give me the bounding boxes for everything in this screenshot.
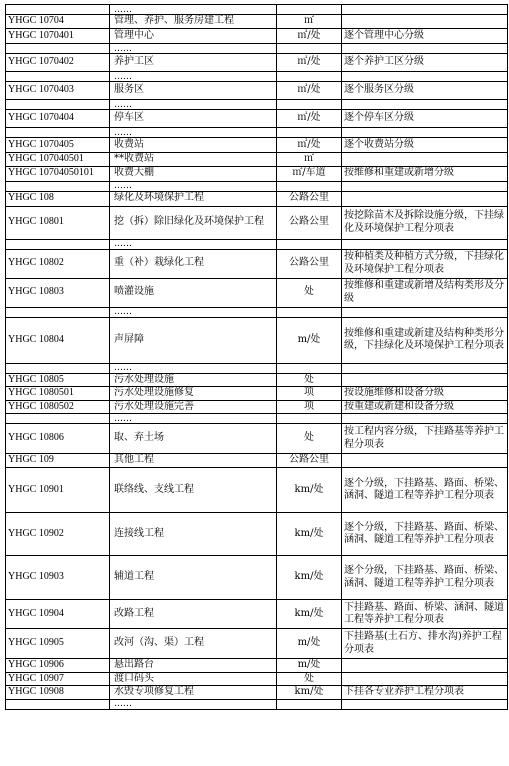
description-cell: 逐个分级，下挂路基、路面、桥梁、涵洞、隧道工程等养护工程分项表 <box>342 556 508 600</box>
unit-cell: ㎡/车道 <box>277 166 342 181</box>
name-cell: 污水处理设施完善 <box>110 400 277 414</box>
name-cell: 渡口码头 <box>110 672 277 686</box>
description-cell <box>342 239 508 249</box>
name-cell: …… <box>110 181 277 191</box>
unit-cell: 项 <box>277 400 342 414</box>
table-row <box>6 686 508 700</box>
code-cell: YHGC 10905 <box>6 629 110 659</box>
unit-cell: km/处 <box>277 600 342 629</box>
table-row <box>6 629 508 659</box>
name-cell: 管理、养护、服务房建工程 <box>110 15 277 29</box>
unit-cell <box>277 5 342 15</box>
description-cell <box>342 373 508 387</box>
unit-cell: 公路公里 <box>277 454 342 468</box>
name-cell: 声屏障 <box>110 317 277 363</box>
unit-cell: ㎡ <box>277 15 342 29</box>
table-row <box>6 600 508 629</box>
unit-cell <box>277 72 342 82</box>
table-row <box>6 82 508 100</box>
description-cell: 下挂路基(土石方、排水沟)养护工程分项表 <box>342 629 508 659</box>
table-row <box>6 138 508 153</box>
code-cell: YHGC 10907 <box>6 672 110 686</box>
table-row <box>6 400 508 414</box>
description-cell: 下挂各专业养护工程分项表 <box>342 686 508 700</box>
name-cell: …… <box>110 100 277 110</box>
ellipsis-row <box>6 699 508 709</box>
unit-cell: ㎡/处 <box>277 29 342 44</box>
code-cell <box>6 239 110 249</box>
table-row <box>6 454 508 468</box>
unit-cell: 公路公里 <box>277 206 342 239</box>
description-cell: 逐个收费站分级 <box>342 138 508 153</box>
code-cell: YHGC 10906 <box>6 659 110 673</box>
code-cell: YHGC 107040501 <box>6 153 110 167</box>
table-row <box>6 15 508 29</box>
unit-cell: m/处 <box>277 659 342 673</box>
name-cell: 水毁专项修复工程 <box>110 686 277 700</box>
code-cell: YHGC 1070402 <box>6 54 110 72</box>
unit-cell <box>277 239 342 249</box>
code-cell: YHGC 10801 <box>6 206 110 239</box>
name-cell: …… <box>110 44 277 54</box>
unit-cell: ㎡/处 <box>277 82 342 100</box>
description-cell: 下挂路基、路面、桥梁、涵洞、隧道工程等养护工程分项表 <box>342 600 508 629</box>
unit-cell: ㎡/处 <box>277 138 342 153</box>
table-row <box>6 317 508 363</box>
description-cell <box>342 128 508 138</box>
table-row <box>6 387 508 401</box>
unit-cell: m/处 <box>277 629 342 659</box>
description-cell: 按设施维修和设备分级 <box>342 387 508 401</box>
unit-cell: ㎡/处 <box>277 110 342 128</box>
ellipsis-row <box>6 100 508 110</box>
code-cell <box>6 363 110 373</box>
code-cell: YHGC 10904 <box>6 600 110 629</box>
name-cell: …… <box>110 699 277 709</box>
table-row <box>6 659 508 673</box>
table-row <box>6 513 508 556</box>
table-row <box>6 54 508 72</box>
description-cell <box>342 15 508 29</box>
name-cell: 重（补）栽绿化工程 <box>110 249 277 278</box>
description-cell <box>342 672 508 686</box>
code-cell <box>6 100 110 110</box>
name-cell: 污水处理设施修复 <box>110 387 277 401</box>
name-cell: 悬出路台 <box>110 659 277 673</box>
code-cell <box>6 72 110 82</box>
description-cell: 按维修和重建或新建及结构种类形分级，下挂绿化及环境保护工程分项表 <box>342 317 508 363</box>
name-cell: 联络线、支线工程 <box>110 468 277 513</box>
code-cell: YHGC 10802 <box>6 249 110 278</box>
description-cell <box>342 454 508 468</box>
name-cell: 服务区 <box>110 82 277 100</box>
code-cell: YHGC 1070405 <box>6 138 110 153</box>
description-cell <box>342 307 508 317</box>
maintenance-code-table <box>5 4 508 710</box>
description-cell <box>342 659 508 673</box>
ellipsis-row <box>6 5 508 15</box>
table-row <box>6 468 508 513</box>
description-cell <box>342 699 508 709</box>
code-cell <box>6 181 110 191</box>
code-cell <box>6 5 110 15</box>
name-cell: 收费站 <box>110 138 277 153</box>
table-body <box>6 5 508 710</box>
unit-cell: 处 <box>277 672 342 686</box>
name-cell: 污水处理设施 <box>110 373 277 387</box>
name-cell: 养护工区 <box>110 54 277 72</box>
table-row <box>6 110 508 128</box>
name-cell: …… <box>110 128 277 138</box>
name-cell: 停车区 <box>110 110 277 128</box>
code-cell: YHGC 10806 <box>6 424 110 454</box>
code-cell: YHGC 10901 <box>6 468 110 513</box>
description-cell <box>342 100 508 110</box>
code-cell: YHGC 1070401 <box>6 29 110 44</box>
name-cell: …… <box>110 72 277 82</box>
description-cell <box>342 181 508 191</box>
code-cell: YHGC 10908 <box>6 686 110 700</box>
description-cell <box>342 72 508 82</box>
code-cell <box>6 44 110 54</box>
description-cell <box>342 44 508 54</box>
code-cell: YHGC 109 <box>6 454 110 468</box>
unit-cell: 公路公里 <box>277 249 342 278</box>
code-cell: YHGC 10902 <box>6 513 110 556</box>
table-row <box>6 424 508 454</box>
ellipsis-row <box>6 44 508 54</box>
description-cell <box>342 363 508 373</box>
table-row <box>6 29 508 44</box>
table-row <box>6 153 508 167</box>
code-cell: YHGC 1080502 <box>6 400 110 414</box>
description-cell: 按维修和重建或新增分级 <box>342 166 508 181</box>
description-cell <box>342 5 508 15</box>
unit-cell <box>277 44 342 54</box>
name-cell: 喷灌设施 <box>110 278 277 307</box>
code-cell: YHGC 10704050101 <box>6 166 110 181</box>
ellipsis-row <box>6 128 508 138</box>
name-cell: …… <box>110 239 277 249</box>
code-cell: YHGC 1080501 <box>6 387 110 401</box>
name-cell: 其他工程 <box>110 454 277 468</box>
description-cell <box>342 414 508 424</box>
code-cell: YHGC 10903 <box>6 556 110 600</box>
maintenance-code-table-container <box>5 4 507 710</box>
code-cell: YHGC 10704 <box>6 15 110 29</box>
unit-cell <box>277 181 342 191</box>
name-cell: **收费站 <box>110 153 277 167</box>
name-cell: 改路工程 <box>110 600 277 629</box>
description-cell: 逐个停车区分级 <box>342 110 508 128</box>
unit-cell <box>277 363 342 373</box>
ellipsis-row <box>6 72 508 82</box>
code-cell <box>6 307 110 317</box>
name-cell: 管理中心 <box>110 29 277 44</box>
table-row <box>6 249 508 278</box>
code-cell <box>6 414 110 424</box>
name-cell: 连接线工程 <box>110 513 277 556</box>
code-cell <box>6 128 110 138</box>
unit-cell <box>277 307 342 317</box>
name-cell: 收费大棚 <box>110 166 277 181</box>
code-cell: YHGC 10804 <box>6 317 110 363</box>
ellipsis-row <box>6 181 508 191</box>
description-cell <box>342 153 508 167</box>
ellipsis-row <box>6 239 508 249</box>
ellipsis-row <box>6 414 508 424</box>
description-cell: 逐个分级，下挂路基、路面、桥梁、涵洞、隧道工程等养护工程分项表 <box>342 468 508 513</box>
unit-cell: m/处 <box>277 317 342 363</box>
unit-cell <box>277 699 342 709</box>
name-cell: 挖（拆）除旧绿化及环境保护工程 <box>110 206 277 239</box>
unit-cell: ㎡ <box>277 153 342 167</box>
code-cell: YHGC 1070404 <box>6 110 110 128</box>
code-cell: YHGC 10805 <box>6 373 110 387</box>
description-cell: 逐个养护工区分级 <box>342 54 508 72</box>
unit-cell <box>277 128 342 138</box>
table-row <box>6 373 508 387</box>
description-cell: 逐个服务区分级 <box>342 82 508 100</box>
unit-cell <box>277 100 342 110</box>
description-cell: 逐个分级，下挂路基、路面、桥梁、涵洞、隧道工程等养护工程分项表 <box>342 513 508 556</box>
name-cell: …… <box>110 414 277 424</box>
ellipsis-row <box>6 307 508 317</box>
name-cell: …… <box>110 5 277 15</box>
description-cell: 按工程内容分级，下挂路基等养护工程分项表 <box>342 424 508 454</box>
unit-cell: ㎡/处 <box>277 54 342 72</box>
unit-cell: 处 <box>277 278 342 307</box>
unit-cell: 公路公里 <box>277 191 342 206</box>
description-cell: 按重建或新建和设备分级 <box>342 400 508 414</box>
description-cell: 按维修和重建或新增及结构类形及分级 <box>342 278 508 307</box>
unit-cell: 项 <box>277 387 342 401</box>
unit-cell: km/处 <box>277 513 342 556</box>
name-cell: 辅道工程 <box>110 556 277 600</box>
unit-cell: 处 <box>277 373 342 387</box>
unit-cell: 处 <box>277 424 342 454</box>
code-cell: YHGC 108 <box>6 191 110 206</box>
description-cell: 按挖除苗木及拆除设施分级，下挂绿化及环境保护工程分项表 <box>342 206 508 239</box>
code-cell: YHGC 10803 <box>6 278 110 307</box>
description-cell: 按种植类及种植方式分级，下挂绿化及环境保护工程分项表 <box>342 249 508 278</box>
table-row <box>6 191 508 206</box>
name-cell: 取、弃土场 <box>110 424 277 454</box>
table-row <box>6 166 508 181</box>
unit-cell: km/处 <box>277 686 342 700</box>
code-cell <box>6 699 110 709</box>
table-row <box>6 278 508 307</box>
name-cell: 改河（沟、渠）工程 <box>110 629 277 659</box>
unit-cell <box>277 414 342 424</box>
table-row <box>6 206 508 239</box>
name-cell: …… <box>110 363 277 373</box>
description-cell <box>342 191 508 206</box>
ellipsis-row <box>6 363 508 373</box>
table-row <box>6 556 508 600</box>
name-cell: 绿化及环境保护工程 <box>110 191 277 206</box>
description-cell: 逐个管理中心分级 <box>342 29 508 44</box>
table-row <box>6 672 508 686</box>
unit-cell: km/处 <box>277 556 342 600</box>
code-cell: YHGC 1070403 <box>6 82 110 100</box>
unit-cell: km/处 <box>277 468 342 513</box>
name-cell: …… <box>110 307 277 317</box>
